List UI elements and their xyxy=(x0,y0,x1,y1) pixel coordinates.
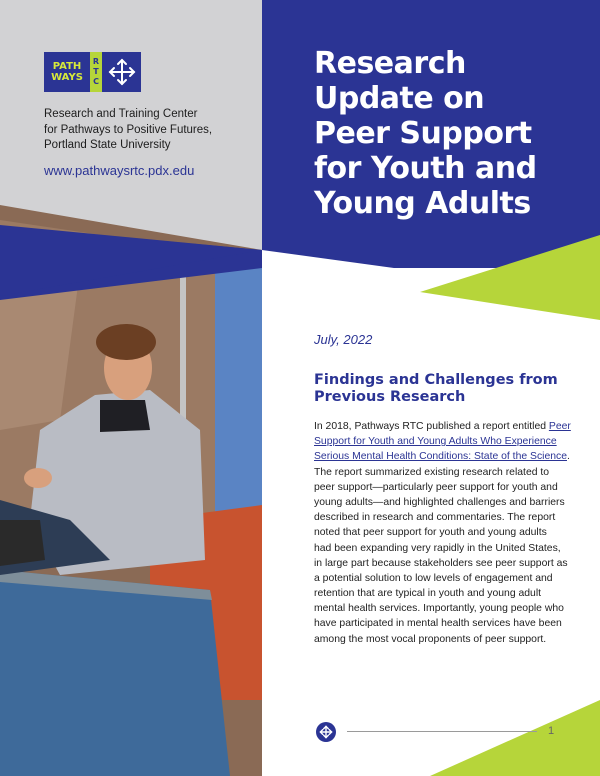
body-period: . xyxy=(566,451,570,463)
report-link-part-1[interactable]: Peer xyxy=(548,421,571,432)
report-link-part-2[interactable]: Support for Youth and Young Adults Who Experience xyxy=(314,436,557,448)
body-line: young adults—and highlighted challenges and barriers xyxy=(314,496,565,508)
org-line-3: Portland State University xyxy=(44,139,171,151)
logo-ways-text: WAYS xyxy=(51,72,83,83)
logo-letter-r: R xyxy=(92,57,100,66)
org-line-1: Research and Training Center xyxy=(44,108,198,120)
organization-name xyxy=(44,107,264,154)
body-line: a potential solution to low levels of engagement and xyxy=(314,572,553,584)
section-heading-line-1: Findings and Challenges from xyxy=(314,372,558,388)
four-way-arrows-icon xyxy=(102,52,141,92)
body-line: mental health services. Importantly, young people who xyxy=(314,603,564,615)
website-link[interactable]: www.pathwaysrtc.pdx.edu xyxy=(44,163,195,178)
logo-rtc-block xyxy=(90,52,102,92)
title-line-5: Young Adults xyxy=(314,186,531,221)
body-line: The report summarized existing research related to xyxy=(314,466,550,478)
logo-letter-t: T xyxy=(93,67,99,76)
section-heading-line-2: Previous Research xyxy=(314,389,466,405)
body-line xyxy=(314,419,594,434)
footer-divider xyxy=(347,731,537,732)
section-heading xyxy=(314,372,584,406)
body-line: retention that are typical in youth and young adult xyxy=(314,588,542,600)
body-paragraph xyxy=(314,419,594,647)
logo-path-text: PATH xyxy=(52,61,82,72)
report-link-part-3[interactable]: Serious Mental Health Conditions: State of the Science xyxy=(314,451,567,463)
body-line: among the most vocal proponents of peer support. xyxy=(314,633,547,645)
title-line-1: Research xyxy=(314,46,466,81)
org-line-2: for Pathways to Positive Futures, xyxy=(44,123,213,136)
body-line: peer support—particularly peer support for youth and xyxy=(314,481,558,493)
body-line: have participated in mental health services have been xyxy=(314,618,562,630)
body-line: noted that peer support for youth and young adults xyxy=(314,527,547,539)
title-line-3: Peer Support xyxy=(314,116,532,151)
title-line-4: for Youth and xyxy=(314,151,537,186)
logo-text-block xyxy=(44,52,90,92)
footer-arrows-icon xyxy=(316,722,336,742)
body-line xyxy=(314,449,594,464)
body-line: had been expanding very rapidly in the United States, xyxy=(314,542,561,554)
title-line-2: Update on xyxy=(314,81,485,116)
logo-letter-c: C xyxy=(93,77,99,86)
body-line: in large part because stakeholders see peer support as xyxy=(314,557,568,569)
publication-date: July, 2022 xyxy=(314,332,373,347)
document-title xyxy=(314,46,594,221)
pathways-logo xyxy=(44,52,141,92)
body-text-intro: In 2018, Pathways RTC published a report entitled xyxy=(314,421,549,432)
body-line xyxy=(314,434,594,449)
page-number: 1 xyxy=(548,725,555,737)
body-line: described in research and commentaries. The report xyxy=(314,512,556,524)
